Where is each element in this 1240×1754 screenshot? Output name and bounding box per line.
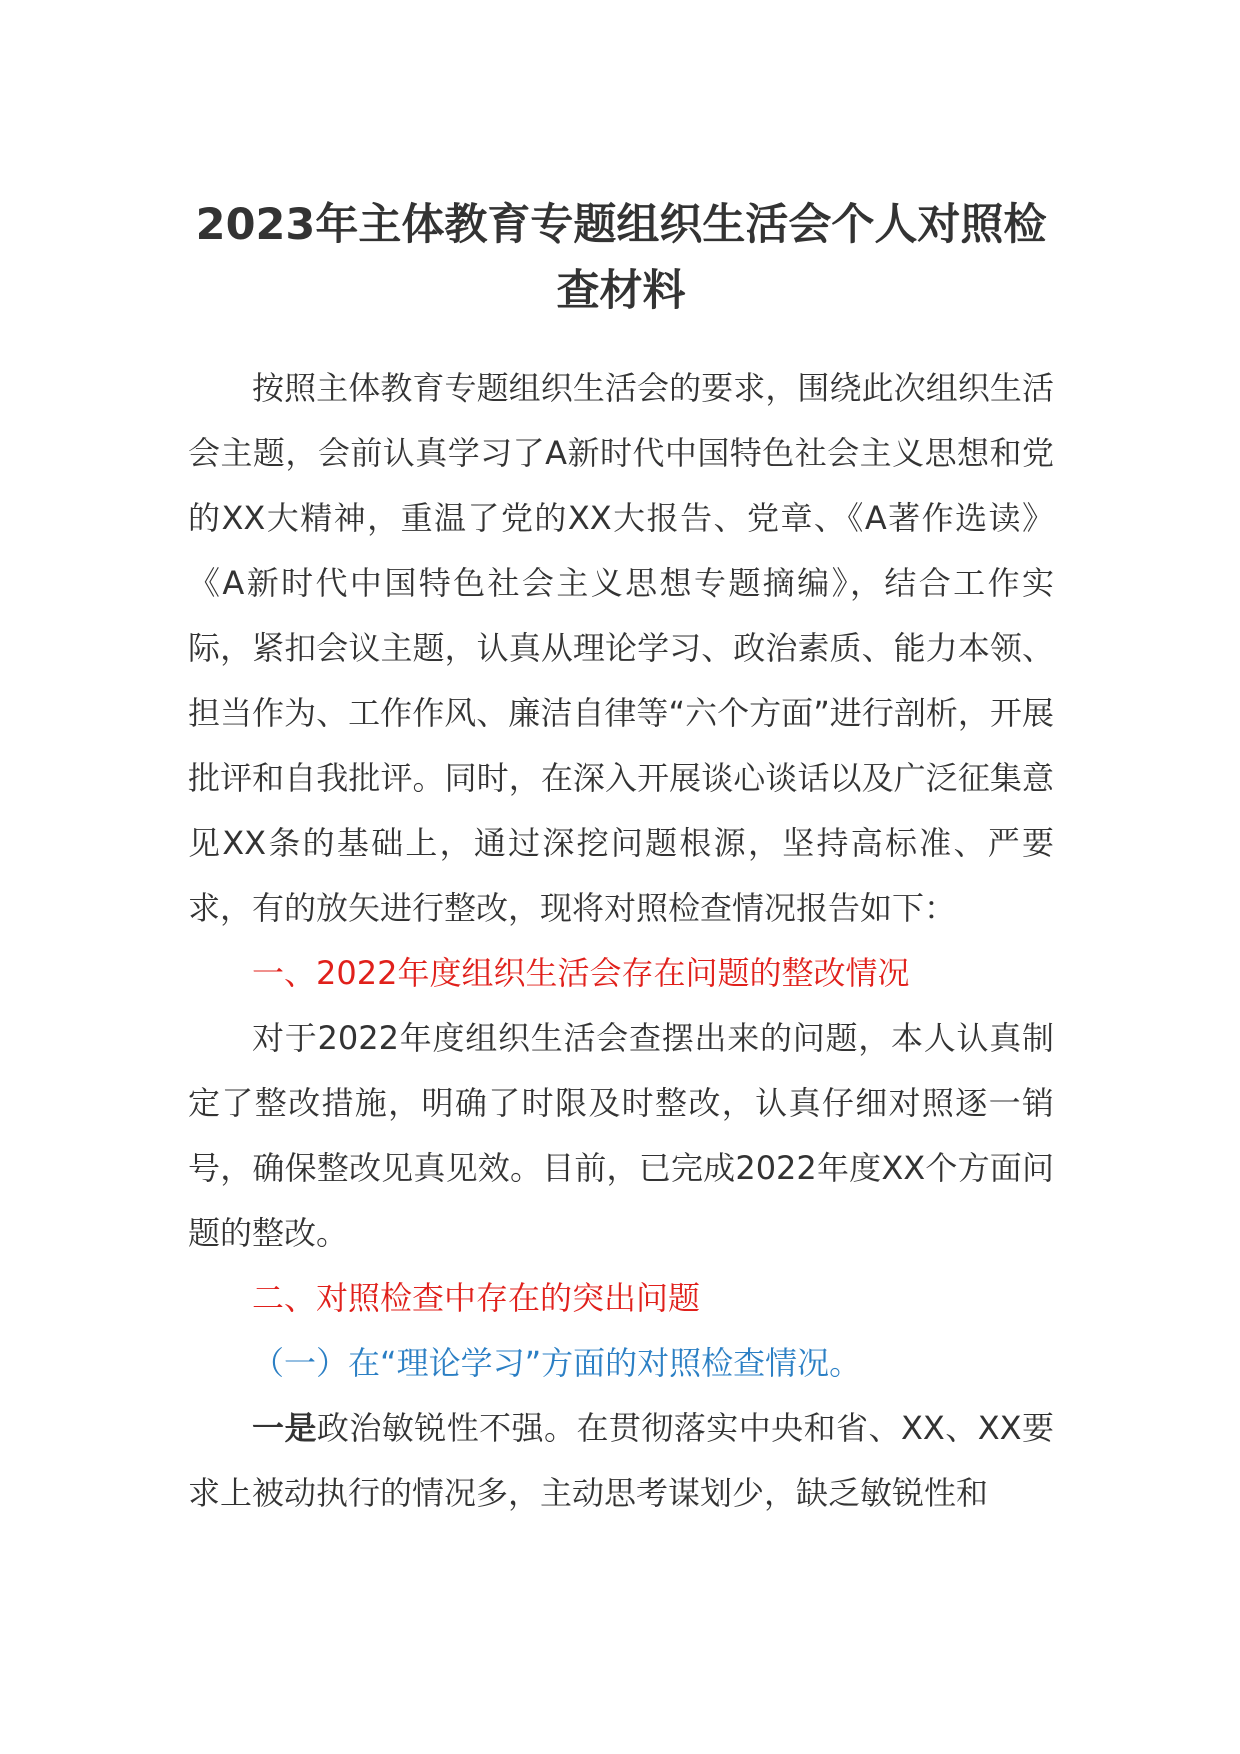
intro-paragraph: 按照主体教育专题组织生活会的要求，围绕此次组织生活会主题，会前认真学习了A新时代中国特色社会主义思想和党的XX大精神，重温了党的XX大报告、党章、《A著作选读》《A新时代中国特色社会主义思想专题摘编》，结合工作实际，紧扣会议主题，认真从理论学习、政治素质、能力本领、担当作为、工作作风、廉洁自律等“六个方面”进行剖析，开展批评和自我批评。同时，在深入开展谈心谈话以及广泛征集意见XX条的基础上，通过深挖问题根源，坚持高标准、严要求，有的放矢进行整改，现将对照检查情况报告如下： <box>188 369 1054 927</box>
section-heading-1: 一、2022年度组织生活会存在问题的整改情况 <box>252 954 910 992</box>
document-title: 2023年主体教育专题组织生活会个人对照检查材料 <box>195 200 1047 316</box>
section-heading-2: 二、对照检查中存在的突出问题 <box>252 1279 701 1317</box>
point-1-paragraph <box>188 1396 1054 1526</box>
document-body <box>188 356 1054 1526</box>
point-1-lead: 一是 <box>252 1409 317 1447</box>
section-1-paragraph: 对于2022年度组织生活会查摆出来的问题，本人认真制定了整改措施，明确了时限及时整改，认真仔细对照逐一销号，确保整改见真见效。目前，已完成2022年度XX个方面问题的整改。 <box>188 1019 1054 1252</box>
point-1-text: 政治敏锐性不强。在贯彻落实中央和省、XX、XX要求上被动执行的情况多，主动思考谋划少，缺乏敏锐性和 <box>188 1409 1054 1512</box>
subsection-heading-1: （一）在“理论学习”方面的对照检查情况。 <box>252 1344 862 1382</box>
